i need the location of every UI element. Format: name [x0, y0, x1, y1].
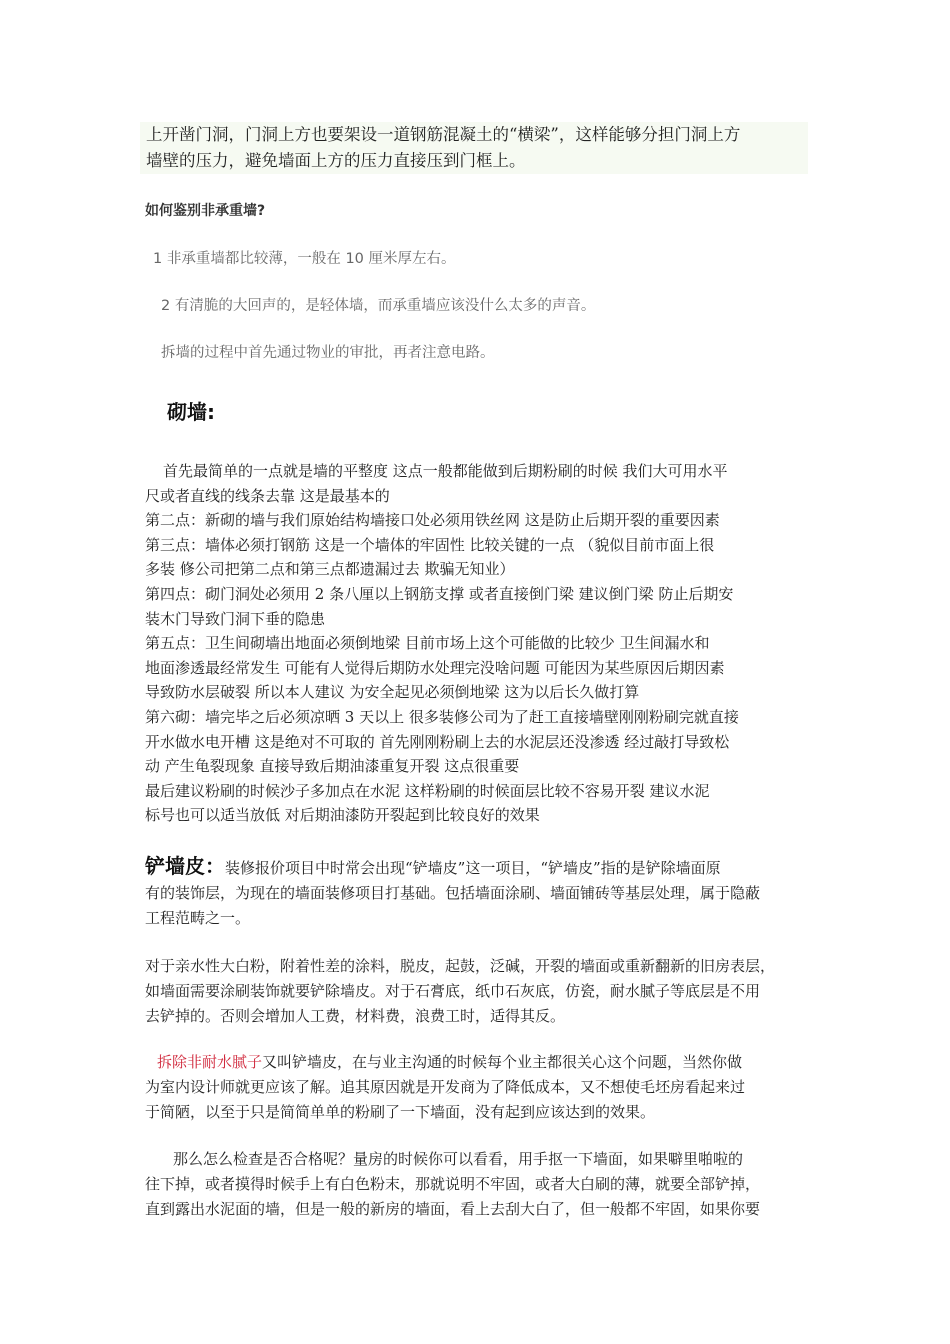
paragraph-line: 动 产生龟裂现象 直接导致后期油漆重复开裂 这点很重要: [145, 757, 520, 776]
paragraph-line: 对于亲水性大白粉，附着性差的涂料，脱皮，起鼓，泛碱，开裂的墙面或重新翻新的旧房表层，: [145, 957, 776, 975]
paragraph-line: 第二点：新砌的墙与我们原始结构墙接口处必须用铁丝网 这是防止后期开裂的重要因素: [145, 511, 720, 530]
paragraph-line: 装木门导致门洞下垂的隐患: [145, 609, 326, 628]
paragraph-line: 为室内设计师就更应该了解。追其原因就是开发商为了降低成本，又不想使毛坯房看起来过: [145, 1078, 746, 1096]
shovel-first-line: [145, 853, 721, 881]
paragraph-line: 开水做水电开槽 这是绝对不可取的 首先刚刚粉刷上去的水泥层还没渗透 经过敲打导致松: [145, 732, 730, 751]
paragraph-line: 多装 修公司把第二点和第三点都遗漏过去 欺骗无知业）: [145, 560, 515, 579]
section-heading: 如何鉴别非承重墙?: [145, 203, 266, 219]
list-item: 1 非承重墙都比较薄，一般在 10 厘米厚左右。: [153, 251, 456, 267]
paragraph-line: 导致防水层破裂 所以本人建议 为安全起见必须倒地梁 这为以后长久做打算: [145, 683, 640, 702]
paragraph-line: 去铲掉的。否则会增加人工费，材料费，浪费工时，适得其反。: [145, 1007, 566, 1025]
paragraph-line: 第五点：卫生间砌墙出地面必须倒地梁 目前市场上这个可能做的比较少 卫生间漏水和: [145, 634, 710, 653]
paragraph-text: 装修报价项目中时常会出现“铲墙皮”这一项目，“铲墙皮”指的是铲除墙面原: [225, 859, 721, 877]
paragraph-line: 第六砌：墙完毕之后必须凉晒 3 天以上 很多装修公司为了赶工直接墙壁刚刚粉刷完就直接: [145, 708, 739, 726]
highlight-term: 拆除非耐水腻子: [157, 1053, 263, 1071]
paragraph-text: 又叫铲墙皮，在与业主沟通的时候每个业主都很关心这个问题，当然你做: [262, 1053, 743, 1071]
paragraph-line: 地面渗透最经常发生 可能有人觉得后期防水处理完没啥问题 可能因为某些原因后期因素: [145, 658, 725, 677]
paragraph-line: 最后建议粉刷的时候沙子多加点在水泥 这样粉刷的时候面层比较不容易开裂 建议水泥: [145, 781, 710, 800]
paragraph-line: 于简陋，以至于只是简简单单的粉刷了一下墙面，没有起到应该达到的效果。: [145, 1103, 656, 1121]
paragraph-line: 尺或者直线的线条去靠 这是最基本的: [145, 486, 390, 505]
paragraph-line: 墙壁的压力，避免墙面上方的压力直接压到门框上。: [146, 151, 526, 170]
list-item: 2 有清脆的大回声的，是轻体墙，而承重墙应该没什么太多的声音。: [161, 298, 596, 314]
paragraph-line: 工程范畴之一。: [145, 909, 251, 927]
paragraph-line: [157, 1051, 742, 1072]
paragraph-line: 往下掉，或者摸得时候手上有白色粉末，那就说明不牢固，或者大白刷的薄，就要全部铲掉，: [145, 1175, 761, 1193]
paragraph-line: 上开凿门洞，门洞上方也要架设一道钢筋混凝土的“横梁”，这样能够分担门洞上方: [146, 125, 741, 144]
section-title: 铲墙皮：: [145, 854, 225, 878]
paragraph-line: 第三点：墙体必须打钢筋 这是一个墙体的牢固性 比较关键的一点 （貌似目前市面上很: [145, 535, 715, 554]
section-heading: 砌墙:: [167, 400, 215, 424]
paragraph-line: 标号也可以适当放低 对后期油漆防开裂起到比较良好的效果: [145, 806, 540, 825]
paragraph-line: 如墙面需要涂刷装饰就要铲除墙皮。对于石膏底，纸巾石灰底，仿瓷，耐水腻子等底层是不用: [145, 982, 761, 1000]
list-item: 拆墙的过程中首先通过物业的审批，再者注意电路。: [161, 345, 495, 361]
paragraph-line: 那么怎么检查是否合格呢？量房的时候你可以看看，用手抠一下墙面，如果噼里啪啦的: [173, 1150, 744, 1168]
paragraph-line: 直到露出水泥面的墙，但是一般的新房的墙面，看上去刮大白了，但一般都不牢固，如果你要: [145, 1200, 761, 1218]
paragraph-line: 有的装饰层，为现在的墙面装修项目打基础。包括墙面涂刷、墙面铺砖等基层处理，属于隐蔽: [145, 884, 761, 902]
paragraph-line: 首先最简单的一点就是墙的平整度 这点一般都能做到后期粉刷的时候 我们大可用水平: [163, 462, 728, 480]
highlighted-paragraph: [140, 122, 808, 174]
paragraph-line: 第四点：砌门洞处必须用 2 条八厘以上钢筋支撑 或者直接倒门梁 建议倒门梁 防止后期安: [145, 585, 734, 603]
